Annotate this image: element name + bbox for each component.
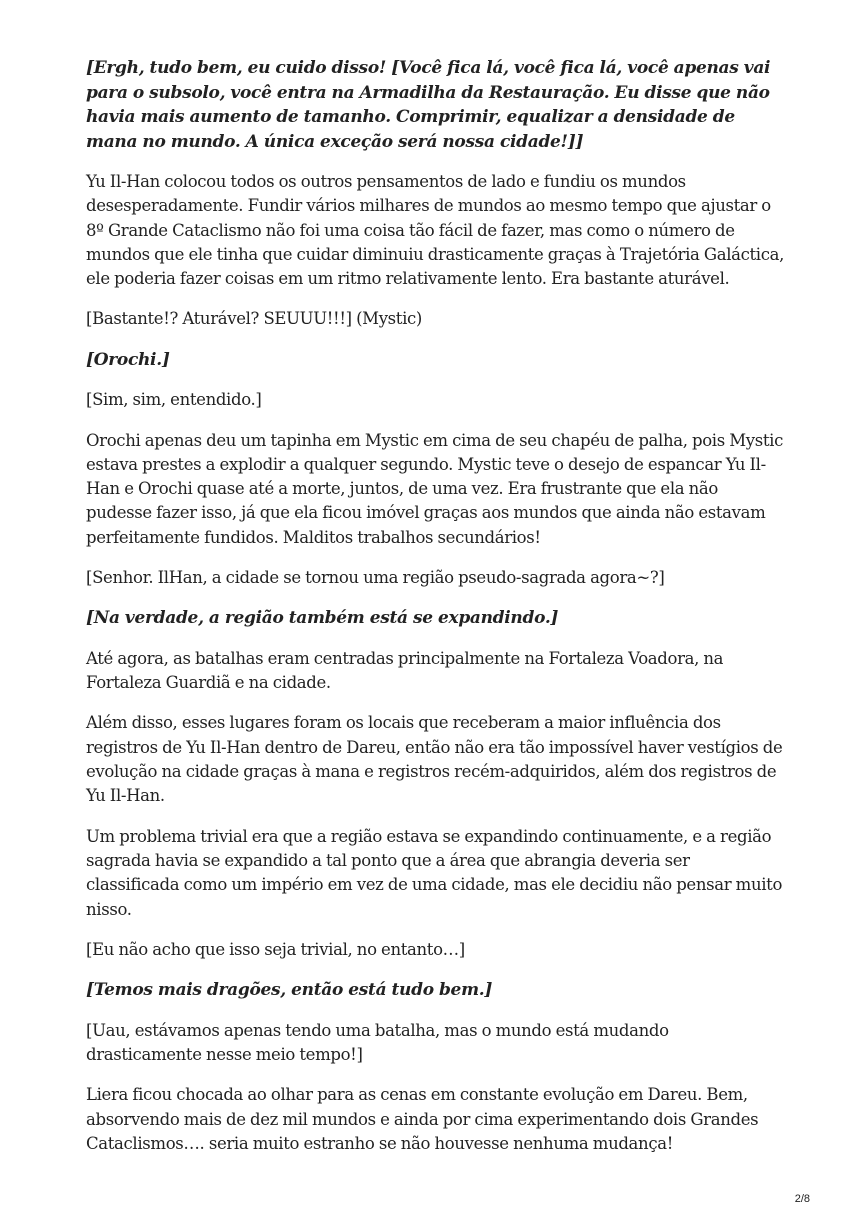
paragraph-10: Além disso, esses lugares foram os locais que receberam a maior influência dos registros de Yu Il-Han dentro de Dareu, então não era tão impossível haver vestígios de evolução na cidade graças à mana e registros recém-adquiridos, além dos registros de Yu Il-Han. [86,713,783,806]
paragraph-9: Até agora, as batalhas eram centradas principalmente na Fortaleza Voadora, na Fortaleza Guardiã e na cidade. [86,648,724,693]
paragraph-8: [Na verdade, a região também está se expandindo.] [86,608,559,629]
paragraph-13: [Temos mais dragões, então está tudo bem.] [86,980,493,1001]
paragraph-3: [Bastante!? Aturável? SEUUU!!!] (Mystic) [86,309,422,329]
paragraph-4: [Orochi.] [86,349,170,370]
paragraph-11: Um problema trivial era que a região estava se expandindo continuamente, e a região sagrada havia se expandido a tal ponto que a área que abrangia deveria ser classificada como um império em vez de uma cidade, mas ele decidiu não pensar muito nisso. [86,826,783,919]
document-body [86,56,786,1172]
paragraph-2: Yu Il-Han colocou todos os outros pensamentos de lado e fundiu os mundos desesperadamente. Fundir vários milhares de mundos ao mesmo tempo que ajustar o 8º Grande Cataclismo não foi uma coisa tão fácil de fazer, mas como o número de mundos que ele tinha que cuidar diminuiu drasticamente graças à Trajetória Galáctica, ele poderia fazer coisas em um ritmo relativamente lento. Era bastante aturável. [86,172,784,289]
paragraph-7: [Senhor. IlHan, a cidade se tornou uma região pseudo-sagrada agora~?] [86,568,665,588]
paragraph-5: [Sim, sim, entendido.] [86,390,262,410]
paragraph-12: [Eu não acho que isso seja trivial, no entanto…] [86,939,465,959]
paragraph-1: [Ergh, tudo bem, eu cuido disso! [Você fica lá, você fica lá, você apenas vai para o subsolo, você entra na Armadilha da Restauração. Eu disse que não havia mais aumento de tamanho. Comprimir, equalizar a densidade de mana no mundo. A única exceção será nossa cidade!]] [86,58,771,152]
page-number: 2/8 [794,1193,810,1205]
paragraph-15: Liera ficou chocada ao olhar para as cenas em constante evolução em Dareu. Bem, absorvendo mais de dez mil mundos e ainda por cima experimentando dois Grandes Cataclismos…. seria muito estranho se não houvesse nenhuma mudança! [86,1085,759,1153]
paragraph-14: [Uau, estávamos apenas tendo uma batalha, mas o mundo está mudando drasticamente nesse meio tempo!] [86,1020,669,1064]
paragraph-6: Orochi apenas deu um tapinha em Mystic em cima de seu chapéu de palha, pois Mystic estava prestes a explodir a qualquer segundo. Mystic teve o desejo de espancar Yu Il-Han e Orochi quase até a morte, juntos, de uma vez. Era frustrante que ela não pudesse fazer isso, já que ela ficou imóvel graças aos mundos que ainda não estavam perfeitamente fundidos. Malditos trabalhos secundários! [86,430,783,547]
